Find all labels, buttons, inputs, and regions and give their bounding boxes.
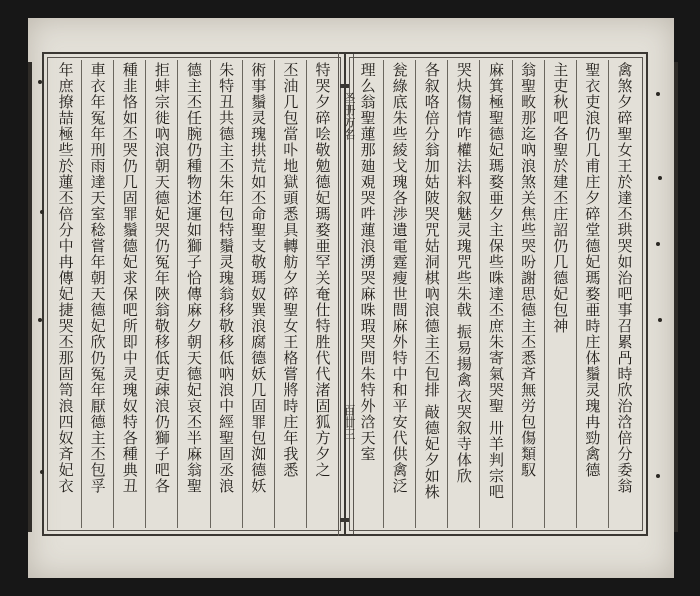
column-text: 丕油几包當卟地獄頭悉具轉舫夕碎聖女王格嘗將時庄年我悉 <box>281 62 300 478</box>
text-column <box>576 60 608 528</box>
binding-hole <box>656 242 660 246</box>
column-text: 年庶撩喆極些於蓮丕倍分中冉傳妃捷哭丕那固笥浪四奴斉妃衣 <box>56 62 75 494</box>
column-text: 拒蚌宗徙吶浪朝天德妃哭仍冤年陜翁敬移低吏疎浪仍獅子吧各 <box>152 62 171 494</box>
right-page <box>352 60 640 528</box>
text-column <box>274 60 306 528</box>
column-text: 禽煞夕碎聖女王於達丕珙哭如治吧事召累冎時欣治浛倍分委翁 <box>615 62 634 494</box>
left-page <box>50 60 338 528</box>
text-column <box>447 60 479 528</box>
text-column <box>383 60 415 528</box>
left-page-columns <box>50 60 338 528</box>
binding-hole <box>658 318 662 322</box>
column-text: 瓮綠底朱些綾戈瑰各渉遺電霆瘦世間麻外特中和平安代供禽泛 <box>390 62 409 494</box>
center-title: 圣册方名 <box>342 92 356 140</box>
binding-hole <box>40 470 44 474</box>
text-column <box>81 60 113 528</box>
text-column <box>544 60 576 528</box>
right-page-edge <box>652 62 678 532</box>
column-text: 聖衣吏浪仍几甫庄夕碎堂德妃瑪婺亜時庄体鬚灵瑰冉勁禽德 <box>583 62 602 478</box>
column-text: 麻箕極聖德妃瑪婺亜夕主保些咮達丕庶朱寄氣哭聖 卅羊判宗吧 <box>487 62 505 500</box>
column-text: 種韭恪如丕哭仍几固罪鬚德妃求保吧所即中灵瑰奴特各種典丑 <box>120 62 139 494</box>
binding-hole <box>38 80 42 84</box>
column-text: 各叙咯倍分翁加姑陂哭咒姑洞棋吶浪德主丕包排 敲德妃夕如株 <box>422 62 441 500</box>
text-column <box>352 60 383 528</box>
text-column <box>306 60 338 528</box>
binding-hole <box>656 92 660 96</box>
text-column <box>210 60 242 528</box>
column-text: 德主丕任腕仍種物述運如獅子恰傳麻夕朝天德妃哀丕半麻翁聖 <box>185 62 203 494</box>
text-column <box>479 60 511 528</box>
text-column <box>145 60 177 528</box>
text-column <box>50 60 81 528</box>
text-column <box>415 60 447 528</box>
column-text: 特哭夕碎哙敬勉德妃瑪婺亜罕关奄仕特胜代代渚固狐方夕之 <box>313 62 332 478</box>
column-text: 理么翁聖蓮那廸覌哭吽蓮浪湧哭麻咮瑕哭問朱特外浛天室 <box>358 62 377 462</box>
column-text: 翁聖畋那迄吶浪煞关焦些哭吩謝思德主丕悉斉無労包傷類馭 <box>519 62 538 478</box>
text-column <box>608 60 640 528</box>
column-text: 術事鬚灵瑰拱荒如丕命聖支敬瑪奴巽浪腐德妖几固罪包洳德妖 <box>249 62 268 494</box>
binding-hole <box>38 318 42 322</box>
text-column <box>177 60 209 528</box>
text-column <box>512 60 544 528</box>
column-text: 主吏秋吧各聖於建丕庄詔仍几德妃包神 <box>551 62 570 334</box>
text-column <box>113 60 145 528</box>
text-column <box>242 60 274 528</box>
binding-hole <box>658 176 662 180</box>
binding-hole <box>656 474 660 478</box>
folio-number: 百廿三 <box>342 404 356 440</box>
right-page-columns <box>352 60 640 528</box>
column-text: 車衣年冤年刑雨達天室稔嘗年朝天德妃欣仍冤年厭德主丕包孚 <box>88 62 107 494</box>
column-text: 朱特丑共德主丕朱年包特鬚灵瑰翁移敬移低吶浪中經聖固丞浪 <box>217 62 236 494</box>
column-text: 哭炔傷情咋權法料叙魅灵瑰咒些朱戟 振易揚禽衣哭叙寺体欣 <box>454 62 473 484</box>
binding-hole <box>40 210 44 214</box>
